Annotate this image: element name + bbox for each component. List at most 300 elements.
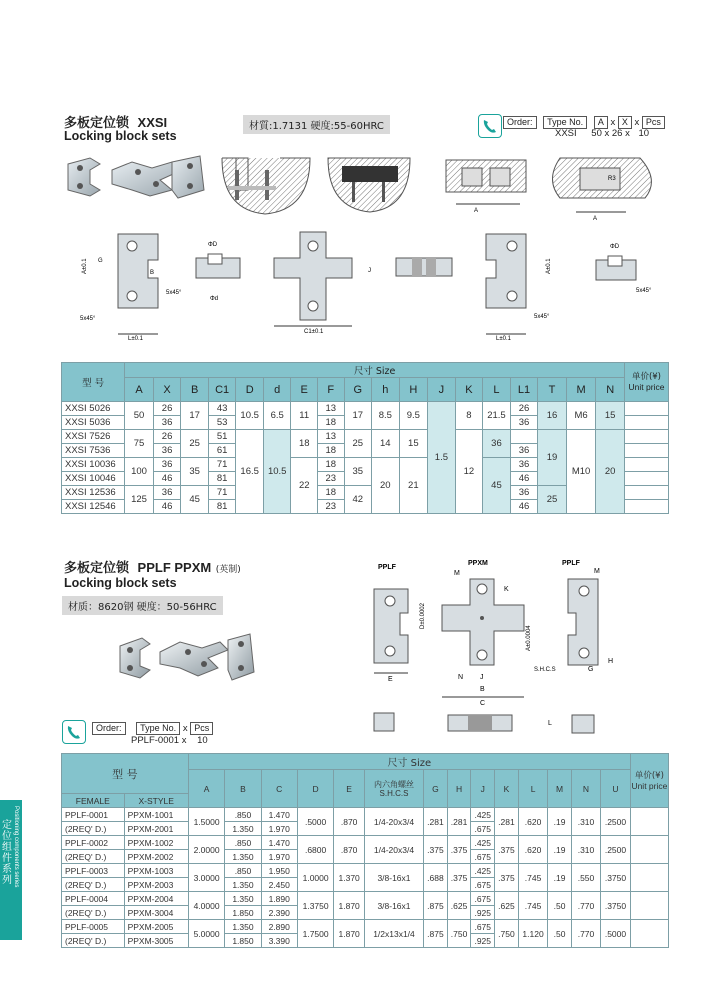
cell: PPLF-0005	[62, 920, 125, 934]
price-cell	[624, 430, 668, 444]
cell: 45	[483, 458, 511, 514]
cell: .875	[424, 920, 448, 948]
price-header-en: Unit price	[628, 382, 665, 392]
cell: 23	[317, 500, 344, 514]
cell: PPLF-0004	[62, 892, 125, 906]
cell: 21.5	[483, 402, 511, 430]
col-header: T	[538, 378, 567, 402]
cell: 46	[153, 500, 181, 514]
cell: 42	[344, 486, 372, 514]
cell: 18	[317, 486, 344, 500]
price-header-en-2: Unit price	[631, 780, 668, 791]
cell: .6800	[297, 836, 334, 864]
cell: 3.0000	[188, 864, 225, 892]
col-header: D	[236, 378, 264, 402]
cell: PPXM-1001	[124, 808, 188, 822]
model-name: XXSI 5036	[62, 416, 125, 430]
price-cell	[624, 458, 668, 472]
cell: PPLF-0002	[62, 836, 125, 850]
price-cell	[624, 444, 668, 458]
cell: 1.950	[261, 864, 297, 878]
svg-text:L: L	[548, 720, 552, 727]
order-example-code: XXSI	[555, 128, 577, 139]
cell: .770	[571, 892, 600, 920]
svg-text:C: C	[480, 700, 486, 707]
cell: 10.5	[236, 402, 264, 430]
cell: 1.350	[225, 878, 261, 892]
dim-header: 尺寸 Size	[125, 363, 625, 378]
cell: .281	[424, 808, 448, 836]
section2-title-en: Locking block sets	[64, 576, 177, 590]
svg-text:L±0.1: L±0.1	[128, 336, 143, 342]
cell: PPXM-3004	[124, 906, 188, 920]
cell: .2500	[601, 808, 631, 836]
model-name: XXSI 5026	[62, 402, 125, 416]
cell: 18	[291, 430, 318, 458]
col-model-2: 型 号	[62, 754, 189, 794]
svg-text:R3: R3	[608, 176, 616, 182]
table-row	[62, 836, 669, 850]
cell: M6	[566, 402, 596, 430]
dim-header-2: 尺寸 Size	[188, 754, 630, 770]
section-view-1	[222, 158, 310, 214]
table-row	[62, 920, 669, 934]
cell: 3/8-16x1	[364, 892, 423, 920]
col-header: E	[291, 378, 318, 402]
cell: .19	[548, 808, 571, 836]
cell: .625	[495, 892, 519, 920]
col-header: B	[181, 378, 209, 402]
cell: 11	[291, 402, 318, 430]
label-pplf-2: PPLF	[562, 560, 580, 567]
section2-drawings	[340, 555, 650, 745]
cell: 1.7500	[297, 920, 334, 948]
cell: 1/4-20x3/4	[364, 808, 423, 836]
cell: 36	[510, 458, 538, 472]
x-box: X	[618, 116, 632, 129]
cell: .3750	[601, 892, 631, 920]
cell: 23	[317, 472, 344, 486]
cell: 36	[153, 458, 181, 472]
svg-text:Φd: Φd	[210, 296, 219, 302]
cell: 43	[208, 402, 236, 416]
dim-view-male-5	[486, 234, 552, 342]
cell: .870	[334, 808, 365, 836]
side-tab-en: Positioning components series	[13, 806, 19, 888]
table-row	[62, 892, 669, 906]
cell: 15	[399, 430, 428, 458]
cell: 18	[317, 444, 344, 458]
cell: .675	[471, 920, 495, 934]
side-tab-cn: 定位组件系列	[2, 820, 12, 886]
price-cell	[624, 416, 668, 430]
sub-header-female: FEMALE	[62, 794, 125, 808]
cell: 20	[372, 458, 400, 514]
col-header: B	[225, 770, 261, 808]
cell: .870	[334, 836, 365, 864]
cell: 71	[208, 486, 236, 500]
cell: .310	[571, 808, 600, 836]
section1-drawings	[60, 150, 700, 350]
cell: 1.970	[261, 850, 297, 864]
svg-text:J: J	[368, 268, 371, 274]
x-sep: x	[610, 117, 616, 128]
cell: .675	[471, 850, 495, 864]
a-box: A	[594, 116, 608, 129]
order-row-2	[92, 722, 213, 735]
svg-text:A: A	[474, 208, 479, 214]
col-header: F	[317, 378, 344, 402]
cell: 26	[510, 402, 538, 416]
cell: (2REQ' D.)	[62, 822, 125, 836]
price-header-2	[630, 754, 668, 808]
col-header: M	[566, 378, 596, 402]
cell: .310	[571, 836, 600, 864]
cell: 46	[153, 472, 181, 486]
cell: .675	[471, 892, 495, 906]
label-ppxm: PPXM	[468, 560, 488, 567]
cell: 75	[125, 430, 154, 458]
cell: .50	[548, 920, 571, 948]
col-header: U	[601, 770, 631, 808]
col-header: E	[334, 770, 365, 808]
cell: 35	[181, 458, 209, 486]
col-header: h	[372, 378, 400, 402]
cell: .745	[518, 892, 548, 920]
cell: PPXM-1002	[124, 836, 188, 850]
cell: .925	[471, 906, 495, 920]
cell: 36	[153, 444, 181, 458]
cell: 1.0000	[297, 864, 334, 892]
section-view-2	[328, 158, 410, 212]
section2-title	[64, 557, 241, 576]
cell: .2500	[601, 836, 631, 864]
col-header: A	[125, 378, 154, 402]
pplf-spec-table	[61, 753, 669, 948]
cell: .688	[424, 864, 448, 892]
svg-text:H: H	[608, 658, 614, 665]
cell: 51	[208, 430, 236, 444]
cell: .375	[495, 836, 519, 864]
price-cell	[630, 808, 668, 836]
svg-text:A±0.1: A±0.1	[82, 258, 88, 274]
cell: 15	[596, 402, 625, 430]
cell: 3.390	[261, 934, 297, 948]
cell: 1.890	[261, 892, 297, 906]
cell: 5.0000	[188, 920, 225, 948]
cell: .281	[447, 808, 471, 836]
phone-order-icon	[478, 114, 502, 138]
price-cell	[624, 402, 668, 416]
section2-title-cn: 多板定位锁	[64, 561, 130, 576]
col-header: K	[495, 770, 519, 808]
cell: 14	[372, 430, 400, 458]
cell: .925	[471, 934, 495, 948]
cell: 1.5000	[188, 808, 225, 836]
cell: 25	[538, 486, 567, 514]
cell: 1.850	[225, 906, 261, 920]
col-header: J	[471, 770, 495, 808]
col-header: C	[261, 770, 297, 808]
section2-title-note: (英制)	[215, 565, 241, 575]
cell: 1/4-20x3/4	[364, 836, 423, 864]
cell: .625	[447, 892, 471, 920]
cell: 81	[208, 472, 236, 486]
cell: (2REQ' D.)	[62, 850, 125, 864]
price-cell	[624, 486, 668, 500]
cell: 36	[483, 430, 511, 458]
cell: 8.5	[372, 402, 400, 430]
pcs-box: Pcs	[642, 116, 665, 129]
cell: 17	[344, 402, 372, 430]
dim-view-side-4	[368, 258, 452, 276]
cell: 1.350	[225, 822, 261, 836]
cell: .375	[447, 864, 471, 892]
screw-header-cn: 内六角螺丝	[373, 779, 414, 789]
col-header: A	[188, 770, 225, 808]
svg-text:5x45°: 5x45°	[534, 314, 550, 320]
label-pplf: PPLF	[378, 564, 396, 571]
cell: 18	[317, 458, 344, 472]
cell: (2REQ' D.)	[62, 878, 125, 892]
price-cell	[630, 892, 668, 920]
cell: 16	[538, 402, 567, 430]
cell: .750	[447, 920, 471, 948]
cell: 1.3750	[297, 892, 334, 920]
cell: PPXM-2001	[124, 822, 188, 836]
col-header: M	[548, 770, 571, 808]
col-header: H	[447, 770, 471, 808]
cell: .281	[495, 808, 519, 836]
cell: PPXM-2003	[124, 878, 188, 892]
col-header: G	[344, 378, 372, 402]
cell: 53	[208, 416, 236, 430]
x-sep: x	[182, 723, 188, 734]
col-header: H	[399, 378, 428, 402]
cell: 1.470	[261, 808, 297, 822]
cell: 45	[181, 486, 209, 514]
order-example-code-2: PPLF-0001 x	[131, 735, 187, 746]
cell: 1.5	[428, 402, 456, 514]
cell: 1.850	[225, 934, 261, 948]
cell: M10	[566, 430, 596, 514]
dim-view-side-2	[166, 242, 240, 302]
cell: 17	[181, 402, 209, 430]
svg-text:G: G	[98, 258, 103, 264]
order-example-2	[131, 735, 208, 746]
order-example-1	[555, 128, 649, 139]
cell: 1.350	[225, 920, 261, 934]
svg-text:D±0.0002: D±0.0002	[420, 603, 426, 629]
screw-header-en: S.H.C.S	[379, 788, 409, 798]
cell: 1.870	[334, 920, 365, 948]
cell: 46	[510, 500, 538, 514]
cell: 25	[181, 430, 209, 458]
cell: 36	[510, 416, 538, 430]
col-header: D	[297, 770, 334, 808]
col-header: L	[518, 770, 548, 808]
cell: 25	[344, 430, 372, 458]
cell: .745	[518, 864, 548, 892]
cell: 71	[208, 458, 236, 472]
cell: .425	[471, 808, 495, 822]
order-label-2: Order:	[92, 722, 126, 735]
cell: 20	[596, 430, 625, 514]
price-cell	[630, 920, 668, 948]
cell: (2REQ' D.)	[62, 906, 125, 920]
col-header: J	[428, 378, 456, 402]
sub-header-xstyle: X-STYLE	[124, 794, 188, 808]
svg-text:B: B	[480, 686, 485, 693]
cell: 1.350	[225, 850, 261, 864]
cell: 36	[153, 416, 181, 430]
order-example-values: 50 x 26 x	[591, 128, 630, 139]
col-header: N	[571, 770, 600, 808]
price-header	[624, 363, 668, 402]
cell: 10.5	[263, 430, 291, 514]
cell: .675	[471, 878, 495, 892]
svg-text:E: E	[388, 676, 393, 683]
price-header-cn-2: 单价(¥)	[634, 770, 664, 781]
phone-order-icon-2	[62, 720, 86, 744]
cell: 81	[208, 500, 236, 514]
section1-title-en: Locking block sets	[64, 129, 177, 143]
cell: .5000	[601, 920, 631, 948]
section1-title-cn: 多板定位锁	[64, 116, 130, 131]
col-header: d	[263, 378, 291, 402]
block-photo	[68, 156, 204, 198]
cell: 125	[125, 486, 154, 514]
svg-text:A±0.1: A±0.1	[546, 258, 552, 274]
col-header: L	[483, 378, 511, 402]
cell: 9.5	[399, 402, 428, 430]
svg-text:M: M	[594, 568, 600, 575]
svg-text:A±0.0004: A±0.0004	[526, 625, 532, 651]
cell: 16.5	[236, 430, 264, 514]
model-name: XXSI 7536	[62, 444, 125, 458]
dim-view-xstyle-3	[274, 232, 352, 335]
cell: 36	[153, 486, 181, 500]
xxsi-spec-table	[61, 362, 669, 514]
cell: 13	[317, 402, 344, 416]
cell: 26	[153, 402, 181, 416]
col-header: N	[596, 378, 625, 402]
x-sep: x	[634, 117, 640, 128]
cell: 6.5	[263, 402, 291, 430]
cell: .850	[225, 808, 261, 822]
cell: .19	[548, 836, 571, 864]
cell: .19	[548, 864, 571, 892]
svg-text:5x45°: 5x45°	[80, 316, 96, 322]
svg-text:C1±0.1: C1±0.1	[304, 329, 324, 335]
cell: 1.470	[261, 836, 297, 850]
svg-text:A: A	[593, 216, 598, 222]
pcs-box-2: Pcs	[190, 722, 213, 735]
svg-text:B: B	[150, 270, 155, 276]
cell: 2.0000	[188, 836, 225, 864]
col-header: L1	[510, 378, 538, 402]
dim-view-female-1	[80, 234, 158, 342]
cell: 100	[125, 458, 154, 486]
cell: PPLF-0001	[62, 808, 125, 822]
svg-text:J: J	[480, 674, 484, 681]
cell: .850	[225, 836, 261, 850]
svg-text:G: G	[588, 666, 594, 673]
cell: 50	[125, 402, 154, 430]
label-shcs: S.H.C.S	[534, 667, 556, 673]
section1-material: 材質:1.7131 硬度:55-60HRC	[243, 115, 390, 134]
cell: .375	[447, 836, 471, 864]
cell: .425	[471, 836, 495, 850]
col-header: G	[424, 770, 448, 808]
cell: .3750	[601, 864, 631, 892]
svg-text:ΦD: ΦD	[610, 244, 620, 250]
cell: PPXM-2004	[124, 892, 188, 906]
cell: .875	[424, 892, 448, 920]
cell: PPXM-2002	[124, 850, 188, 864]
cell: 21	[399, 458, 428, 514]
cell: 3/8-16x1	[364, 864, 423, 892]
cell: 46	[510, 472, 538, 486]
cell: PPXM-2005	[124, 920, 188, 934]
cell: 1.350	[225, 892, 261, 906]
price-cell	[624, 500, 668, 514]
cell: .5000	[297, 808, 334, 836]
cell: 22	[291, 458, 318, 514]
cell: 1.120	[518, 920, 548, 948]
svg-text:5x45°: 5x45°	[636, 288, 652, 294]
round-view-4	[553, 158, 652, 222]
section2-title-code: PPLF PPXM	[137, 560, 212, 575]
order-label: Order:	[503, 116, 537, 129]
svg-text:K: K	[504, 586, 509, 593]
svg-text:N: N	[458, 674, 464, 681]
cell: 36	[510, 444, 538, 458]
col-header: K	[455, 378, 483, 402]
cell: .550	[571, 864, 600, 892]
cell: .620	[518, 836, 548, 864]
cell: 18	[317, 416, 344, 430]
cell: .750	[495, 920, 519, 948]
cell: 1.970	[261, 822, 297, 836]
section1-title-code: XXSI	[137, 115, 168, 130]
cell: 1/2x13x1/4	[364, 920, 423, 948]
cell: .375	[424, 836, 448, 864]
section2-block-photo	[110, 628, 260, 688]
cell	[510, 430, 538, 444]
cell: PPXM-3005	[124, 934, 188, 948]
cell: 36	[510, 486, 538, 500]
order-example-pcs-2: 10	[197, 735, 208, 746]
plan-view-3	[446, 160, 526, 214]
price-header-cn: 单价(¥)	[631, 372, 661, 382]
price-cell	[624, 472, 668, 486]
cell: .620	[518, 808, 548, 836]
screw-header	[364, 770, 423, 808]
svg-text:ΦD: ΦD	[208, 242, 218, 248]
cell: 1.870	[334, 892, 365, 920]
cell: 13	[317, 430, 344, 444]
model-name: XXSI 7526	[62, 430, 125, 444]
col-header: C1	[208, 378, 236, 402]
cell: PPXM-1003	[124, 864, 188, 878]
price-cell	[630, 864, 668, 892]
cell: 35	[344, 458, 372, 486]
cell: 2.450	[261, 878, 297, 892]
svg-text:L±0.1: L±0.1	[496, 336, 511, 342]
cell: 1.370	[334, 864, 365, 892]
cell: 19	[538, 430, 567, 486]
